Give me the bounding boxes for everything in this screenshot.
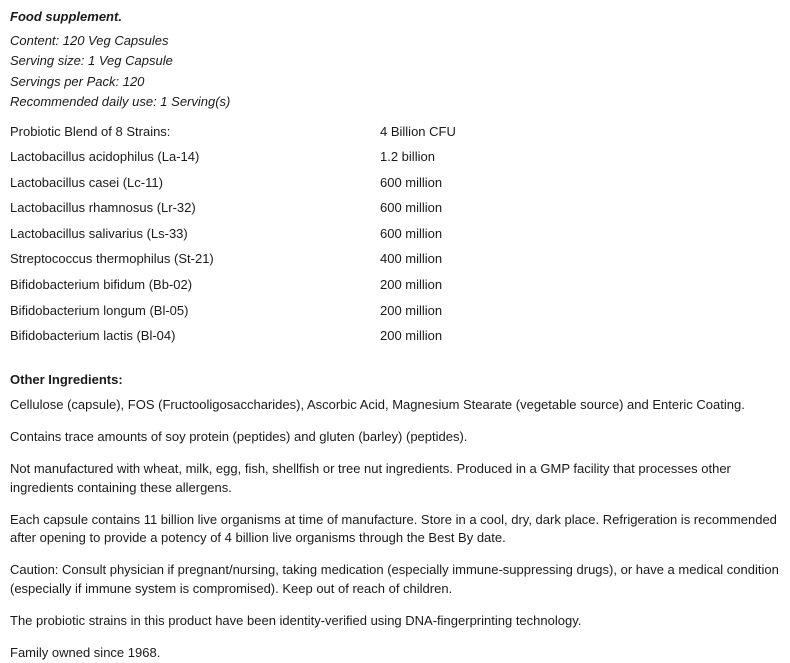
table-row [10, 174, 530, 200]
ingredient-amount: 200 million [380, 277, 443, 293]
ingredient-amount: 4 Billion CFU [380, 123, 456, 139]
ingredient-amount: 600 million [380, 174, 443, 190]
page-title: Food supplement. [10, 9, 122, 24]
ingredient-amount: 200 million [380, 302, 443, 318]
header-line-content: Content: 120 Veg Capsules [10, 32, 169, 48]
header-block [10, 8, 780, 111]
other-ingredients-heading: Other Ingredients: [10, 371, 123, 387]
ingredient-amount: 600 million [380, 200, 443, 216]
table-row [10, 225, 530, 251]
note-allergens: Not manufactured with wheat, milk, egg, fish, shellfish or tree nut ingredients. Produced in a GMP facility that processes other ingredients containing these allergens. [10, 460, 731, 495]
note-trace-amounts: Contains trace amounts of soy protein (peptides) and gluten (barley) (peptides). [10, 429, 468, 445]
header-line-serving-size: Serving size: 1 Veg Capsule [10, 53, 173, 69]
ingredient-amount: 1.2 billion [380, 149, 435, 165]
ingredient-amount: 600 million [380, 225, 443, 241]
header-line-daily-use: Recommended daily use: 1 Serving(s) [10, 94, 231, 110]
ingredient-name: Lactobacillus casei (Lc-11) [10, 174, 163, 190]
ingredient-name: Bifidobacterium bifidum (Bb-02) [10, 277, 193, 293]
table-row [10, 302, 530, 328]
ingredient-name: Lactobacillus salivarius (Ls-33) [10, 225, 188, 241]
ingredient-name: Bifidobacterium longum (Bl-05) [10, 302, 189, 318]
table-row [10, 199, 530, 225]
ingredient-amount: 400 million [380, 251, 443, 267]
supplement-facts-table [10, 123, 530, 353]
table-row [10, 276, 530, 302]
note-caution: Caution: Consult physician if pregnant/nursing, taking medication (especially immune-suppressing drugs), or have a medical condition (especially if immune system is compromised). Keep out of reach of children. [10, 562, 779, 597]
header-line-servings-per-pack: Servings per Pack: 120 [10, 73, 145, 89]
table-row [10, 327, 530, 353]
ingredient-name: Probiotic Blend of 8 Strains: [10, 123, 171, 139]
note-identity-verified: The probiotic strains in this product have been identity-verified using DNA-fingerprinting technology. [10, 612, 582, 628]
ingredient-name: Lactobacillus rhamnosus (Lr-32) [10, 200, 196, 216]
table-row [10, 250, 530, 276]
note-family-owned: Family owned since 1968. [10, 644, 161, 660]
other-ingredients-text: Cellulose (capsule), FOS (Fructooligosaccharides), Ascorbic Acid, Magnesium Stearate (vegetable source) and Enteric Coating. [10, 397, 745, 413]
ingredient-name: Lactobacillus acidophilus (La-14) [10, 149, 200, 165]
ingredient-amount: 200 million [380, 328, 443, 344]
note-storage: Each capsule contains 11 billion live organisms at time of manufacture. Store in a cool, dry, dark place. Refrigeration is recommended after opening to provide a potency of 4 billion live organisms through the Best By date. [10, 511, 777, 546]
ingredient-name: Bifidobacterium lactis (Bl-04) [10, 328, 176, 344]
table-row [10, 148, 530, 174]
table-row [10, 123, 530, 149]
ingredient-name: Streptococcus thermophilus (St-21) [10, 251, 214, 267]
